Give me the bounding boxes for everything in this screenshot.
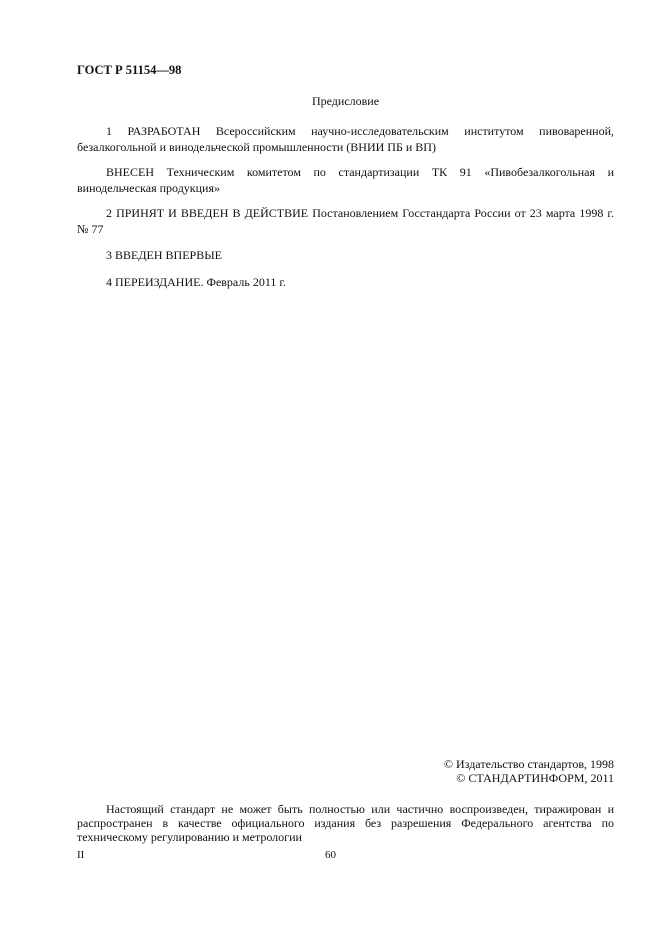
foreword-paragraph-developed: 1 РАЗРАБОТАН Всероссийским научно-исследовательским институтом пивоваренной, безалкогольной и винодельческой промышленности (ВНИИ ПБ и ВП): [77, 124, 614, 154]
reproduction-notice: Настоящий стандарт не может быть полностью или частично воспроизведен, тиражирован и распространен в качестве официального издания без разрешения Федерального агентства по техническому регулированию и метрологии: [77, 802, 614, 844]
copyright-line-publisher: © Издательство стандартов, 1998: [443, 757, 614, 771]
foreword-paragraph-introduced: ВНЕСЕН Техническим комитетом по стандартизации ТК 91 «Пивобезалкогольная и винодельческая продукция»: [77, 165, 614, 195]
foreword-paragraph-adopted: 2 ПРИНЯТ И ВВЕДЕН В ДЕЙСТВИЕ Постановлением Госстандарта России от 23 марта 1998 г. № 77: [77, 206, 614, 236]
foreword-paragraph-first-time: 3 ВВЕДЕН ВПЕРВЫЕ: [106, 248, 222, 262]
foreword-title: Предисловие: [311, 94, 380, 108]
foreword-paragraph-reissue: 4 ПЕРЕИЗДАНИЕ. Февраль 2011 г.: [106, 275, 286, 289]
copyright-block: [444, 757, 614, 785]
document-code: ГОСТ Р 51154—98: [77, 63, 182, 77]
copyright-line-standartinform: © СТАНДАРТИНФОРМ, 2011: [456, 771, 614, 785]
page-number: 60: [325, 849, 336, 861]
page-roman-numeral: II: [77, 849, 85, 861]
